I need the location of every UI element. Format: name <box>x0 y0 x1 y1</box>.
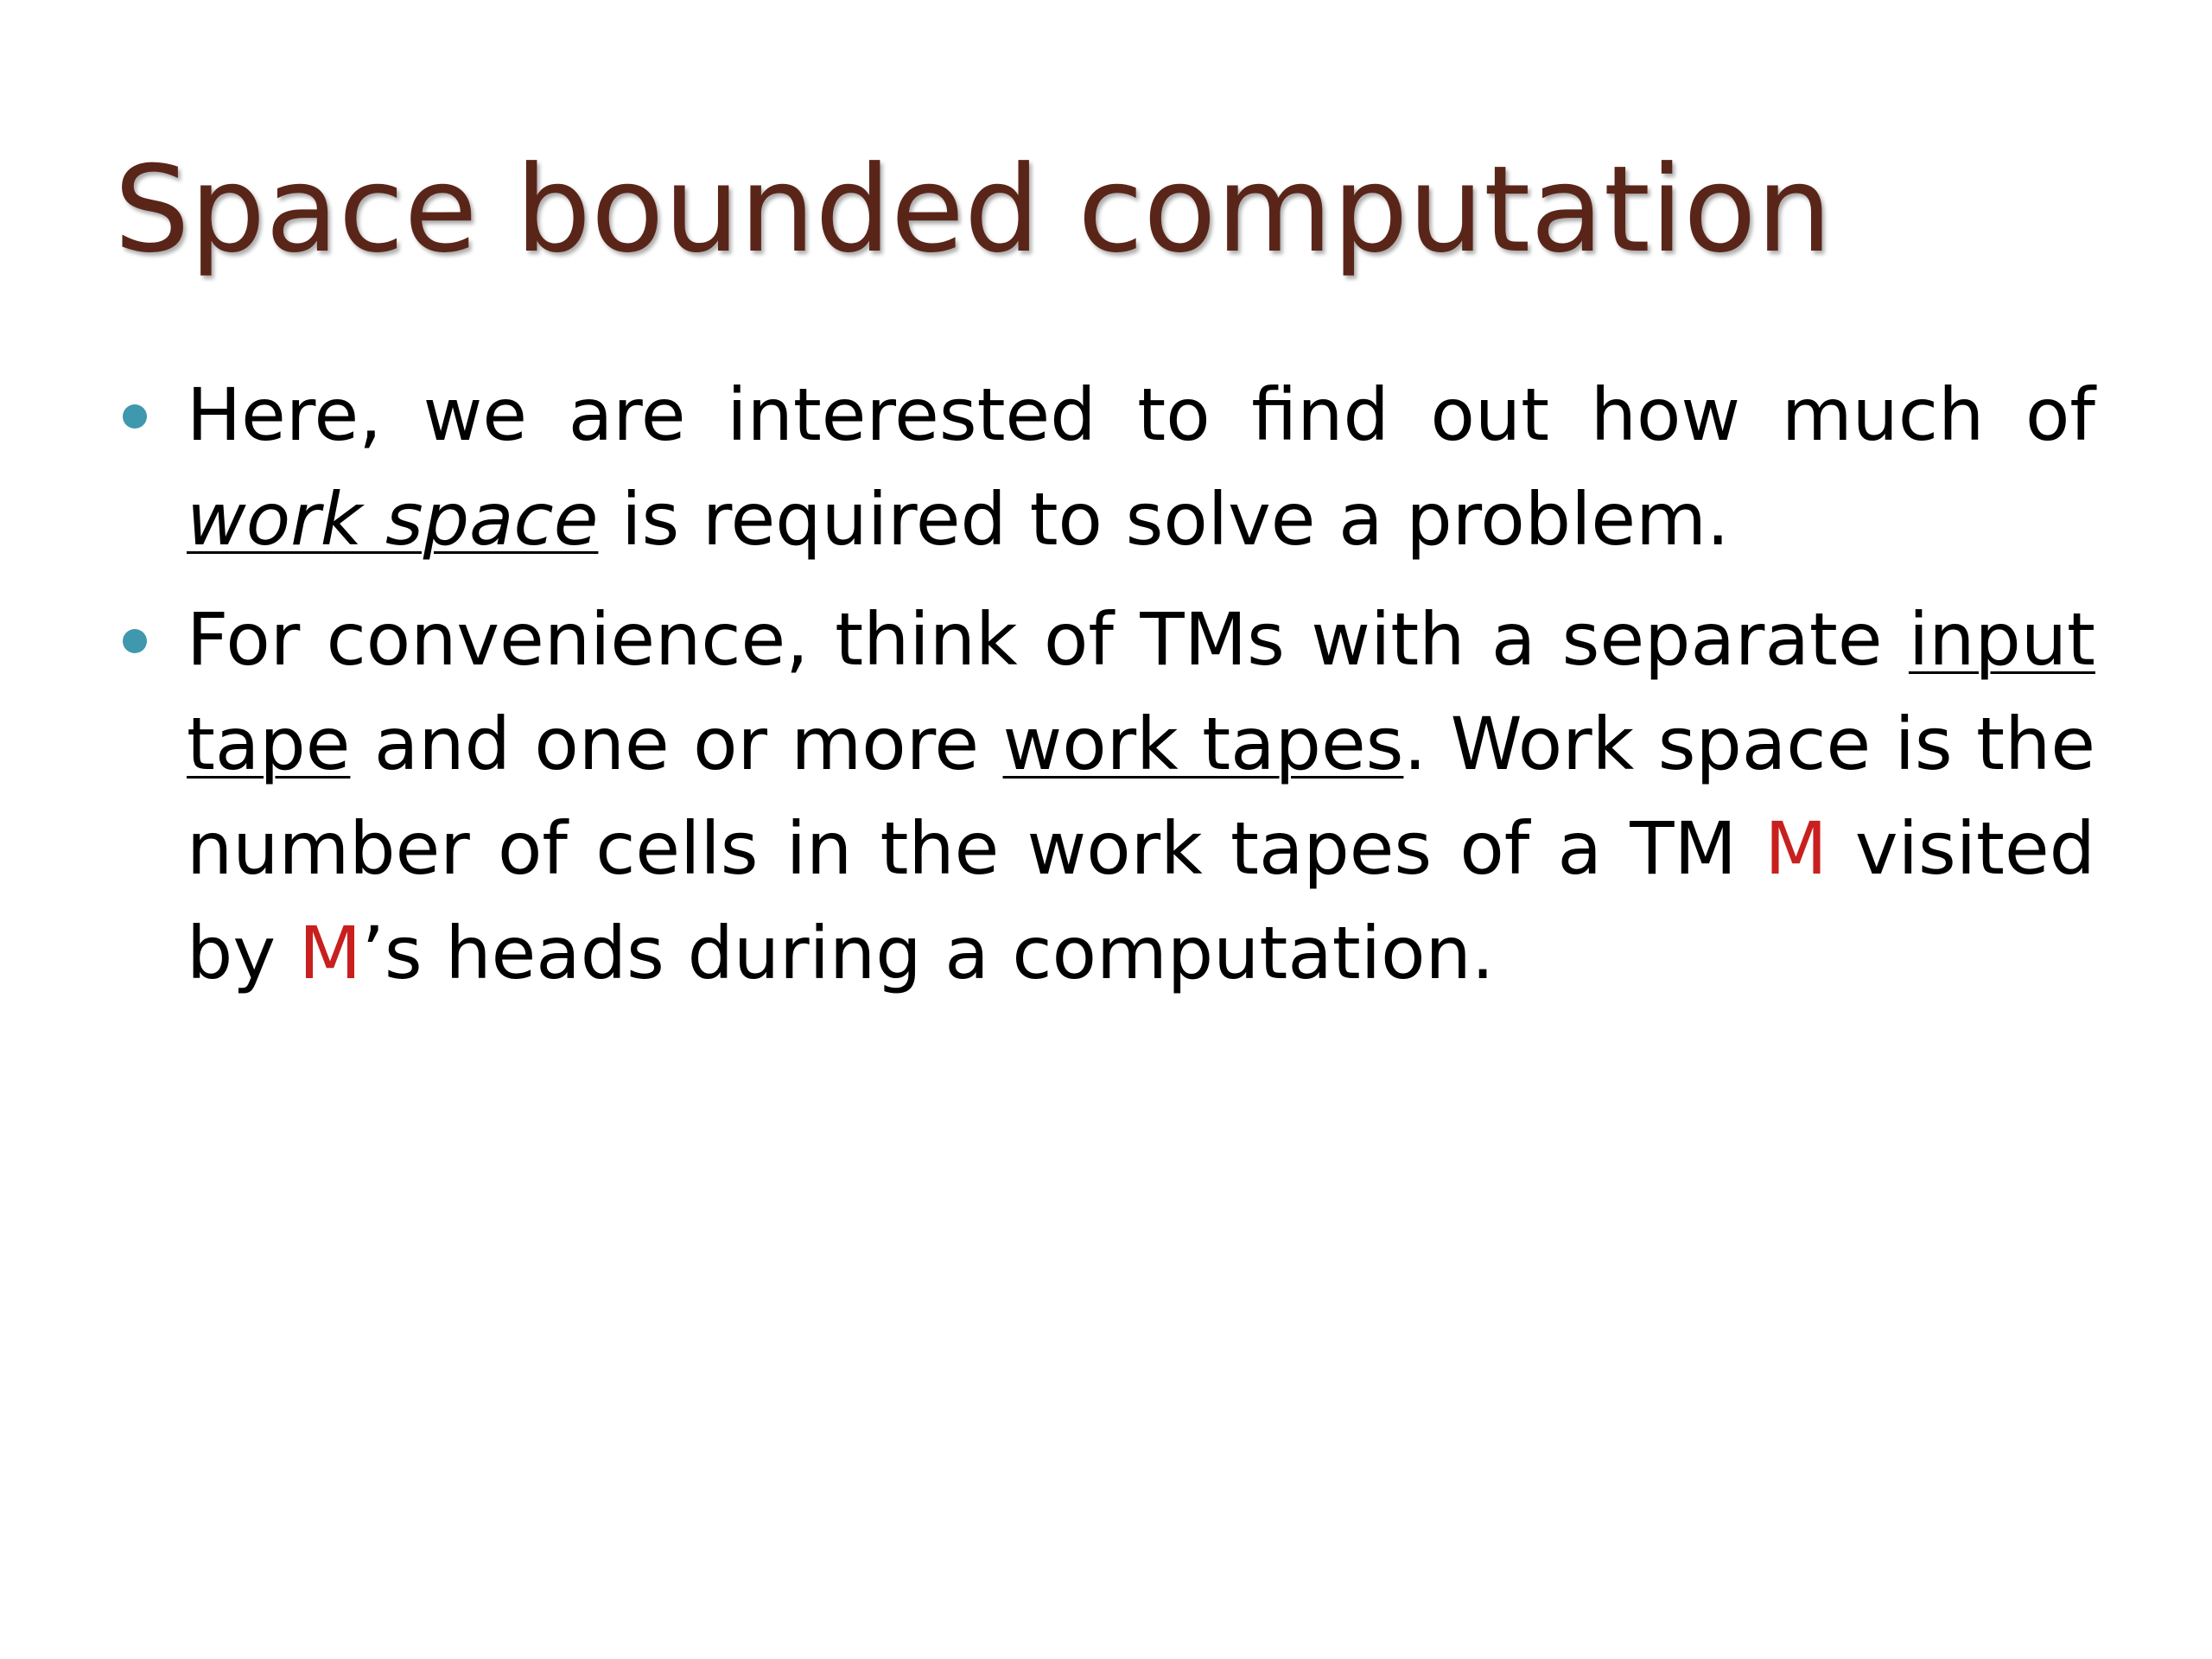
bullet-2-text-e: ’s heads during a computation. <box>361 911 1495 995</box>
bullet-2-symbol-m: M <box>1764 806 1827 891</box>
bullet-dot-icon <box>123 629 147 653</box>
bullet-item-1 <box>121 363 2095 572</box>
bullet-1-term-work-space: work space <box>187 477 599 562</box>
bullet-item-2 <box>121 588 2095 1006</box>
slide-title: Space bounded computation <box>114 140 1833 279</box>
bullet-2-text-a: For convenience, think of TMs with a separate <box>187 597 1909 682</box>
bullet-1-text-b: is required to solve a problem. <box>598 477 1730 562</box>
bullet-dot-icon <box>123 404 147 429</box>
bullet-1-text-a: Here, we are interested to find out how much of <box>187 372 2095 457</box>
bullet-list <box>121 363 2095 1021</box>
bullet-2-term-input-tape: input tape <box>187 597 2095 786</box>
bullet-2-text-c: . Work space is the number of cells in the work tapes of a TM <box>187 702 2095 891</box>
bullet-2-text-d: visited by <box>187 806 2095 995</box>
bullet-2-term-work-tapes: work tapes <box>1002 702 1404 786</box>
bullet-2-text-b: and one or more <box>350 702 1003 786</box>
bullet-2-symbol-m-possessive: M <box>298 911 362 995</box>
